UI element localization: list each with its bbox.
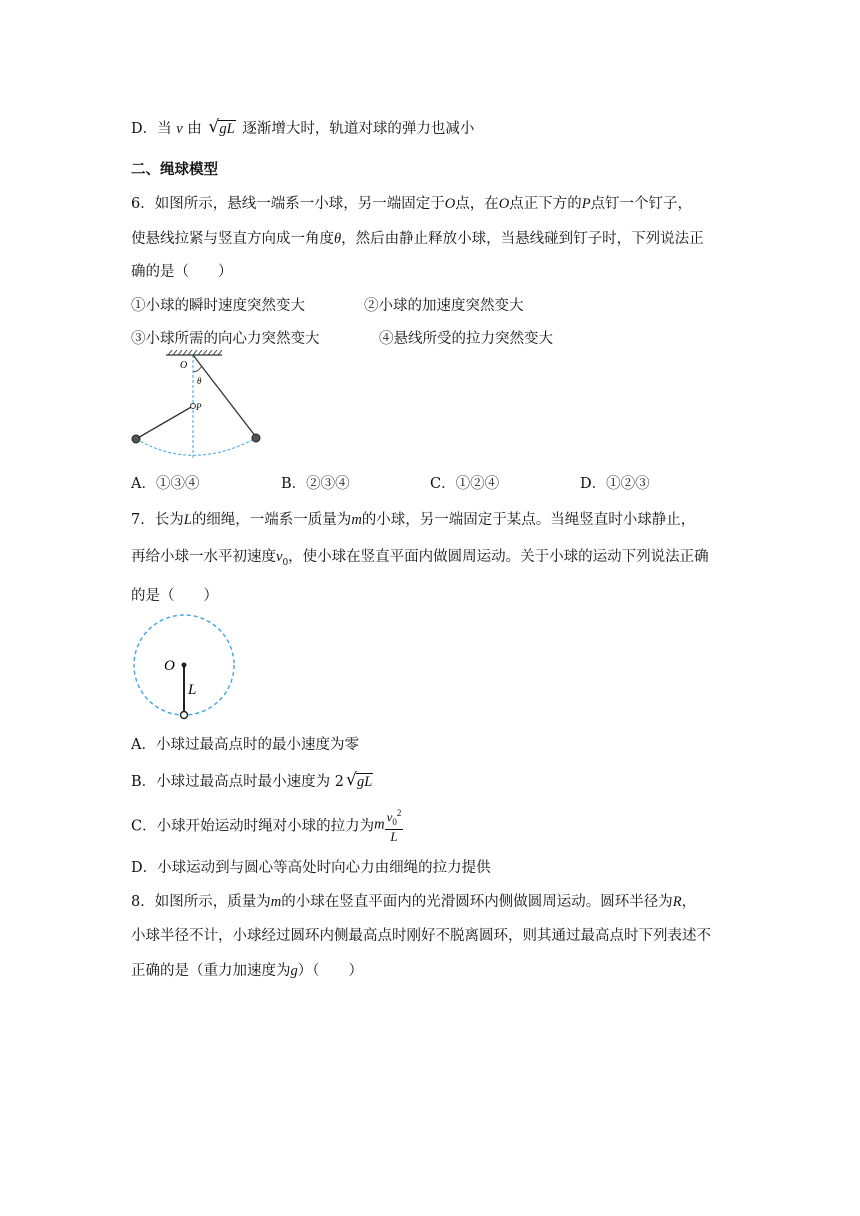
sqrt-arg: gL [357, 774, 373, 790]
q7-option-c [131, 806, 403, 844]
fig7-label-o: O [164, 658, 175, 674]
q7-text: ，使小球在竖直平面内做圆周运动。关于小球的运动下列说法正确 [288, 549, 709, 565]
q7-option-b [131, 770, 375, 791]
q5-d-suffix: 逐渐增大时，轨道对球的弹力也减小 [242, 121, 475, 137]
section-title: 二、绳球模型 [131, 162, 218, 178]
q7-text: 7．长为 [131, 512, 184, 528]
fig6-label-p: P [196, 402, 202, 412]
q7-text: 再给小球一水平初速度 [131, 549, 276, 565]
q6-o: O [444, 196, 456, 212]
q6-line3: 确的是（ ） [131, 264, 233, 280]
q7-c-prefix: C．小球开始运动时绳对小球的拉力为 [131, 818, 375, 835]
q7-text: 的小球，另一端固定于某点。当绳竖直时小球静止， [361, 512, 696, 528]
q5-d-mid: 由 [187, 121, 202, 137]
q6-o: O [498, 196, 510, 212]
q6-option-d: D．①②③ [580, 476, 650, 492]
q7-line3: 的是（ ） [131, 588, 218, 604]
frac-num-sup: 2 [396, 808, 402, 818]
q8-line3 [131, 959, 363, 980]
fig6-label-theta: θ [197, 376, 202, 386]
q8-text: ）（ ） [297, 963, 363, 979]
q6-text: 6．如图所示，悬线一端系一小球，另一端固定于 [131, 196, 445, 212]
q6-text: ，然后由静止释放小球，当悬线碰到钉子时，下列说法正 [341, 231, 704, 247]
q6-pendulum-figure [128, 350, 278, 462]
q7-option-d: D．小球运动到与圆心等高处时向心力由细绳的拉力提供 [131, 860, 491, 876]
q6-statement-2: ②小球的加速度突然变大 [364, 298, 524, 314]
q7-circle-figure [128, 614, 240, 720]
q6-statement-3: ③小球所需的向心力突然变大 [131, 331, 320, 347]
fraction [385, 806, 404, 844]
fig6-label-o: O [180, 360, 188, 371]
q8-text: 正确的是（重力加速度为 [131, 963, 291, 979]
q8-r: R [672, 894, 682, 910]
q7-line1 [131, 508, 695, 529]
q7-m: m [351, 512, 362, 528]
q7-v0-sub: 0 [282, 557, 289, 568]
q6-p: P [581, 196, 591, 212]
fig7-label-l: L [188, 682, 197, 698]
sqrt-gl: √ gL [208, 117, 235, 137]
q6-statement-4: ④悬线所受的拉力突然变大 [379, 331, 553, 347]
q7-line2 [131, 545, 709, 568]
q7-text: 的细绳，一端系一质量为 [191, 512, 352, 528]
q6-line1 [131, 192, 692, 213]
q6-text: 点正下方的 [509, 196, 582, 212]
q7-b-prefix: B．小球过最高点时最小速度为 [131, 774, 331, 790]
q8-m: m [270, 894, 282, 910]
q6-statement-1: ①小球的瞬时速度突然变大 [131, 298, 305, 314]
q6-line2 [131, 227, 704, 248]
q6-option-c: C．①②④ [430, 476, 500, 492]
q6-theta: θ [334, 231, 342, 247]
q6-text: 点，在 [455, 196, 499, 212]
frac-den: L [390, 828, 398, 844]
q8-line2: 小球半径不计，小球经过圆环内侧最高点时刚好不脱离圆环，则其通过最高点时下列表述不 [131, 928, 711, 944]
q5-option-d [131, 117, 474, 138]
q6-text: 点钉一个钉子， [590, 196, 693, 212]
q6-option-b: B．②③④ [281, 476, 350, 492]
q6-option-a: A．①③④ [131, 476, 200, 492]
q8-g: g [290, 963, 298, 979]
q5-d-var-v: v [176, 121, 183, 137]
q7-b-coef: 2 [334, 774, 344, 790]
q7-c-m: m [374, 816, 385, 833]
sqrt-arg: gL [219, 121, 235, 137]
q7-v0: v [276, 549, 283, 565]
q8-text: 8．如图所示，质量为 [131, 894, 271, 910]
q6-text: 使悬线拉紧与竖直方向成一角度 [131, 231, 334, 247]
q7-l: L [183, 512, 192, 528]
q5-d-prefix: D．当 [131, 121, 172, 137]
q8-text: 的小球在竖直平面内的光滑圆环内侧做圆周运动。圆环半径为 [281, 894, 673, 910]
frac-num-v: v [386, 809, 393, 825]
sqrt-gl: √ gL [346, 770, 373, 790]
q8-text: ， [681, 894, 697, 910]
q8-line1 [131, 890, 696, 911]
q7-option-a: A．小球过最高点时的最小速度为零 [131, 737, 359, 753]
frac-num-sub: 0 [392, 816, 397, 827]
